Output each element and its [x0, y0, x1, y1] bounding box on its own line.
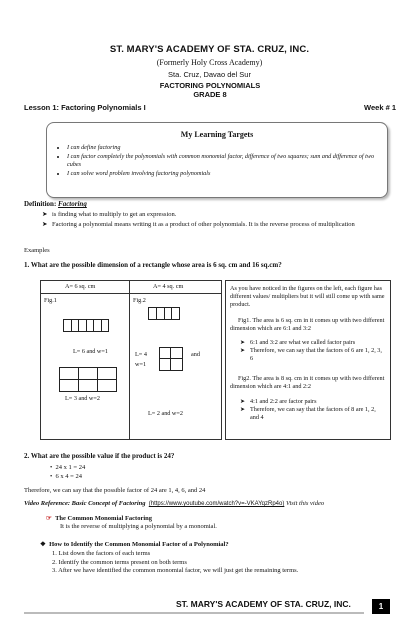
target-item: • I can factor completely the polynomials with common monomial factor, difference of two squares; sum and difference of two cubes	[67, 153, 379, 170]
fig2-point: ➤ Therefore, we can say that the factors of 8 are 1, 2, and 4	[240, 406, 376, 421]
question-2: 2. What are the possible value if the product is 24?	[24, 452, 175, 460]
how-heading: ❖ How to Identify the Common Monomial Factor of a Polynomial?	[40, 541, 229, 548]
rectangle-6x1	[63, 319, 109, 332]
lesson-row	[24, 103, 396, 112]
arrow-bullet-icon: ➤	[240, 339, 246, 346]
step-item: 2. Identify the common terms present on both terms	[52, 558, 187, 566]
explanation-intro: As you have noticed in the figures on the left, each figure has different values/ multipliers but it will still come up with same product.	[230, 285, 385, 308]
cmf-description: It is the reverse of multiplying a polynomial by a monomial.	[60, 523, 217, 530]
fig2-dimension-a1: L= 4	[135, 351, 147, 358]
definition-point: ➤ is finding what to multiply to get an expression.	[42, 211, 177, 218]
video-suffix: Visit this video	[285, 500, 325, 507]
cmf-heading: ☞ The Common Monomial Factoring	[46, 515, 153, 522]
arrow-bullet-icon: ➤	[42, 211, 48, 218]
grade-label: GRADE 8	[193, 90, 227, 99]
video-reference	[24, 500, 324, 507]
figure-header-rule	[41, 293, 221, 294]
learning-targets-box	[46, 122, 388, 198]
fig1-point: ➤ Therefore, we can say that the factors of 6 are 1, 2, 3, 6	[240, 347, 382, 362]
target-item: • I can solve word problem involving factoring polynomials	[67, 170, 379, 179]
week-label: Week # 1	[364, 103, 396, 112]
step-item: 3. After we have identified the common monomial factor, we will just get the remaining terms.	[52, 567, 299, 574]
diamond-bullet-icon: ❖	[40, 541, 46, 548]
target-item: • I can define factoring	[67, 144, 379, 153]
fig2-label: Fig.2	[133, 297, 146, 304]
hand-pointer-icon: ☞	[46, 515, 52, 522]
definition-label: Definition:	[24, 200, 57, 208]
question-1: 1. What are the possible dimension of a rectangle whose area is 6 sq. cm and 16 sq.cm?	[24, 261, 282, 269]
q2-item: • 24 x 1 = 24	[50, 464, 86, 471]
school-former-name: (Formerly Holy Cross Academy)	[156, 58, 263, 67]
fig2-area-label: A= 4 sq. cm	[153, 283, 184, 290]
rectangle-3x2-bottom	[59, 379, 117, 392]
video-link[interactable]: (https://www.youtube.com/watch?v=-VKAYqzRp4o)	[148, 501, 285, 507]
arrow-bullet-icon: ➤	[240, 406, 246, 413]
fig2-point: ➤ 4:1 and 2:2 are factor pairs	[240, 398, 317, 405]
definition-heading	[24, 200, 87, 208]
school-location: Sta. Cruz, Davao del Sur	[168, 70, 251, 79]
how-steps	[52, 550, 298, 576]
definition-point: ➤ Factoring a polynomial means writing it as a product of other polynomials. It is the reverse process of multiplication	[42, 220, 355, 228]
fig1-label: Fig.1	[44, 297, 57, 304]
fig1-area-label: A= 6 sq. cm	[65, 283, 96, 290]
step-item: 1. List down the factors of each terms	[52, 550, 151, 557]
fig2-dimension-a2: w=1	[135, 361, 147, 368]
q2-item: • 6 x 4 = 24	[50, 473, 82, 480]
examples-label: Examples	[24, 247, 50, 254]
video-label: Video Reference: Basic Concept of Factoring	[24, 500, 146, 507]
arrow-bullet-icon: ➤	[240, 347, 246, 354]
arrow-bullet-icon: ➤	[42, 220, 48, 228]
footer-school: ST. MARY'S ACADEMY OF STA. CRUZ, INC.	[176, 599, 351, 609]
rectangle-4x1	[148, 307, 180, 320]
arrow-bullet-icon: ➤	[240, 398, 246, 405]
fig1-points	[240, 339, 386, 363]
q2-conclusion: Therefore, we can say that the possible factor of 24 are 1, 4, 6, and 24	[24, 487, 206, 494]
footer-rule	[24, 612, 364, 614]
learning-targets-list	[55, 144, 379, 178]
fig2-note: Fig2. The area is 8 sq. cm in it comes up with two different dimension which are 4:1 and 2:2	[230, 375, 385, 390]
figure-table	[40, 280, 222, 440]
subject-header	[24, 81, 396, 99]
fig1-dimension-b: L= 3 and w=2	[65, 395, 100, 402]
learning-targets-title: My Learning Targets	[180, 130, 254, 139]
definition-points	[42, 211, 382, 230]
fig1-point: ➤ 6:1 and 3:2 are what we called factor pairs	[240, 339, 356, 346]
fig1-dimension-a: L= 6 and w=1	[73, 348, 108, 355]
school-name: ST. MARY'S ACADEMY OF STA. CRUZ, INC.	[109, 44, 310, 55]
definition-term: Factoring	[58, 200, 87, 208]
fig2-dimension-b: L= 2 and w=2	[148, 410, 183, 417]
fig2-and: and	[191, 351, 200, 358]
page-number: 1	[372, 599, 390, 614]
lesson-title: Lesson 1: Factoring Polynomials I	[24, 103, 146, 112]
fig2-points	[240, 398, 386, 422]
figure-divider	[129, 281, 130, 439]
fig1-note: Fig1. The area is 6 sq. cm in it comes up with two different dimension which are 6:1 and 3:2	[230, 317, 385, 332]
topic-title: FACTORING POLYNOMIALS	[159, 81, 261, 90]
square-2x2	[159, 347, 183, 371]
explanation-box	[225, 280, 391, 440]
